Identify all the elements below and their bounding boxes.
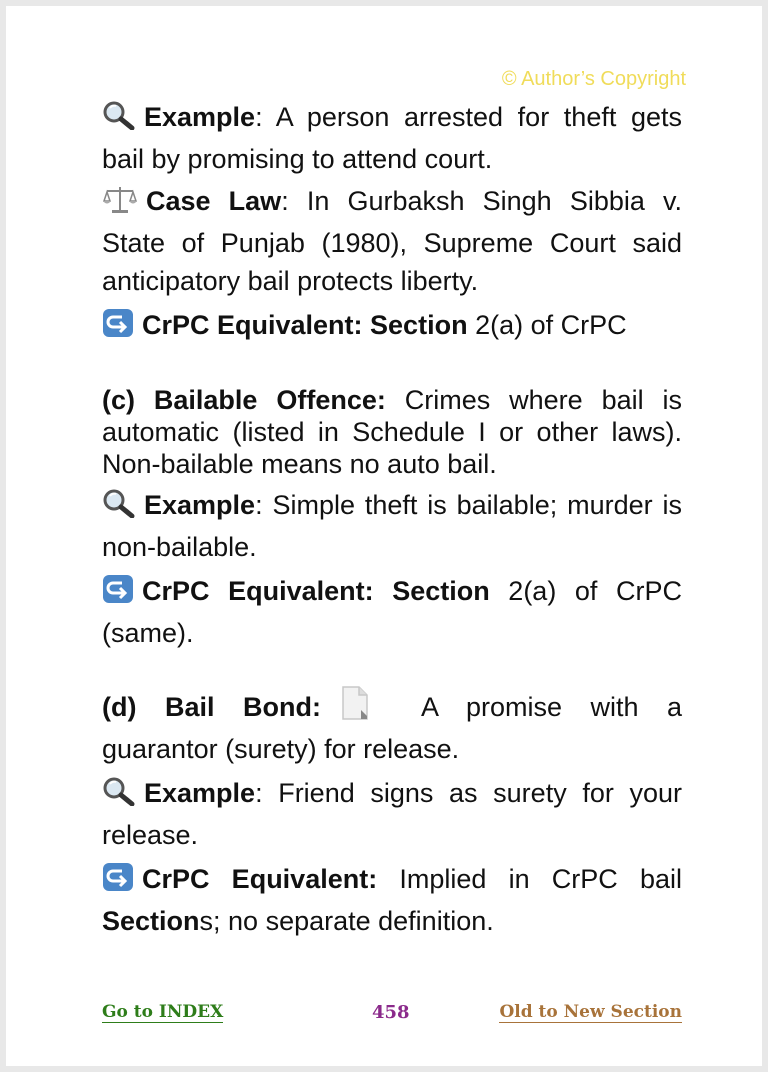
example-label: Example [144, 102, 256, 132]
case-law-paragraph [102, 182, 682, 300]
page-content [102, 98, 682, 940]
example-paragraph [102, 98, 682, 178]
example-label: Example [144, 490, 256, 520]
balance-scale-icon [102, 184, 138, 224]
crpc-label: CrPC Equivalent: Section [142, 310, 468, 340]
document-icon [339, 686, 371, 730]
case-law-text: : In Gurbaksh Singh Sibbia v. State of Punjab (1980), Supreme Court said anticipatory bail protects liberty. [102, 186, 682, 296]
bail-bond-text: A promise with a guarantor (surety) for release. [102, 692, 682, 764]
bail-bond-paragraph [102, 686, 682, 768]
crpc-text: 2(a) of CrPC (same). [102, 576, 682, 648]
bail-bond-label: (d) Bail Bond: [102, 692, 321, 722]
crpc-label: CrPC Equivalent: [142, 864, 378, 894]
crpc-equivalent-paragraph-c [102, 572, 682, 652]
spacer [102, 348, 682, 384]
example-text: : Friend signs as surety for your release. [102, 778, 682, 850]
magnifying-glass-icon [102, 100, 136, 140]
bailable-offence-text: Crimes where bail is automatic (listed in Schedule I or other laws). Non-bailable means no auto bail. [102, 385, 682, 479]
crpc-equivalent-paragraph [102, 306, 682, 348]
case-law-label: Case Law [146, 186, 282, 216]
bailable-offence-label: (c) Bailable Offence: [102, 385, 386, 415]
page-number: 458 [372, 1002, 410, 1023]
spacer [102, 652, 682, 686]
section-word: Section [102, 906, 200, 936]
crpc-equivalent-paragraph-d [102, 860, 682, 940]
crpc-text-tail: s; no separate definition. [199, 906, 494, 936]
crpc-label: CrPC Equivalent: Section [142, 576, 490, 606]
crpc-text: 2(a) of CrPC [467, 310, 627, 340]
go-to-index-link[interactable]: Go to INDEX [102, 1002, 224, 1022]
page-footer [102, 1002, 682, 1028]
example-paragraph-c [102, 486, 682, 566]
example-label: Example [144, 778, 256, 808]
bailable-offence-paragraph [102, 384, 682, 480]
magnifying-glass-icon [102, 776, 136, 816]
example-text: : Simple theft is bailable; murder is non-bailable. [102, 490, 682, 562]
magnifying-glass-icon [102, 488, 136, 528]
copyright-notice: © Author’s Copyright [501, 68, 686, 90]
return-arrow-icon [102, 862, 134, 902]
return-arrow-icon [102, 308, 134, 348]
example-paragraph-d [102, 774, 682, 854]
crpc-text: Implied in CrPC bail [377, 864, 682, 894]
return-arrow-icon [102, 574, 134, 614]
example-text: : A person arrested for theft gets bail by promising to attend court. [102, 102, 682, 174]
old-to-new-section-link[interactable]: Old to New Section [499, 1002, 682, 1022]
